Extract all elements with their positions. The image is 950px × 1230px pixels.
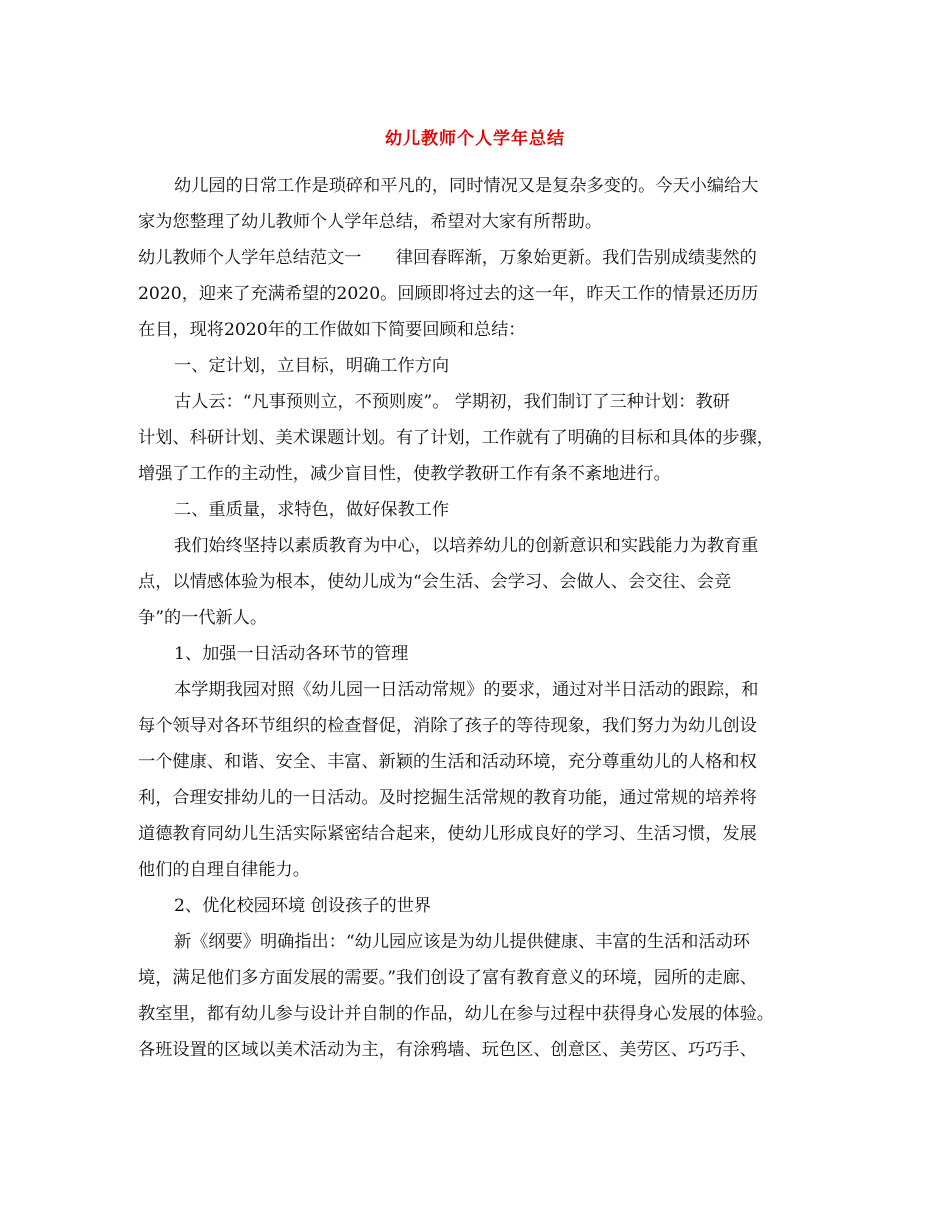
paragraph-line: 争”的一代新人。 bbox=[138, 608, 268, 628]
paragraph-line: 本学期我园对照《幼儿园一日活动常规》的要求，通过对半日活动的跟踪，和 bbox=[174, 680, 759, 700]
document-title: 幼儿教师个人学年总结 bbox=[385, 129, 565, 149]
paragraph-line: 我们始终坚持以素质教育为中心，以培养幼儿的创新意识和实践能力为教育重 bbox=[174, 536, 759, 556]
paragraph-line: 2、优化校园环境 创设孩子的世界 bbox=[174, 896, 432, 916]
document-body bbox=[138, 168, 818, 1068]
paragraph-line: 2020，迎来了充满希望的2020。回顾即将过去的这一年，昨天工作的情景还历历 bbox=[138, 284, 759, 304]
paragraph-line: 古人云：“凡事预则立，不预则废”。 学期初，我们制订了三种计划：教研 bbox=[174, 392, 730, 412]
paragraph-line: 增强了工作的主动性，减少盲目性，使教学教研工作有条不紊地进行。 bbox=[138, 464, 671, 484]
paragraph-line: 他们的自理自律能力。 bbox=[138, 860, 310, 880]
paragraph-line: 每个领导对各环节组织的检查督促，消除了孩子的等待现象，我们努力为幼儿创设 bbox=[138, 716, 757, 736]
paragraph-line: 各班设置的区域以美术活动为主，有涂鸦墙、玩色区、创意区、美劳区、巧巧手、 bbox=[138, 1040, 757, 1060]
paragraph-line: 1、加强一日活动各环节的管理 bbox=[174, 644, 409, 664]
paragraph-line: 新《纲要》明确指出：“幼儿园应该是为幼儿提供健康、丰富的生活和活动环 bbox=[174, 932, 750, 952]
paragraph-line: 计划、科研计划、美术课题计划。有了计划，工作就有了明确的目标和具体的步骤， bbox=[138, 428, 774, 448]
paragraph-line: 一、定计划，立目标，明确工作方向 bbox=[174, 356, 450, 376]
paragraph-line: 利，合理安排幼儿的一日活动。及时挖掘生活常规的教育功能，通过常规的培养将 bbox=[138, 788, 757, 808]
paragraph-line: 二、重质量，求特色，做好保教工作 bbox=[174, 500, 450, 520]
paragraph-line: 道德教育同幼儿生活实际紧密结合起来，使幼儿形成良好的学习、生活习惯，发展 bbox=[138, 824, 757, 844]
paragraph-line: 家为您整理了幼儿教师个人学年总结，希望对大家有所帮助。 bbox=[138, 212, 603, 232]
paragraph-line: 一个健康、和谐、安全、丰富、新颖的生活和活动环境，充分尊重幼儿的人格和权 bbox=[138, 752, 757, 772]
paragraph-line: 在目，现将2020年的工作做如下简要回顾和总结： bbox=[138, 320, 526, 340]
paragraph-line: 幼儿教师个人学年总结范文一 律回春晖渐，万象始更新。我们告别成绩斐然的 bbox=[138, 248, 757, 268]
paragraph-line: 境，满足他们多方面发展的需要。”我们创设了富有教育意义的环境，园所的走廊、 bbox=[138, 968, 757, 988]
paragraph-line: 点，以情感体验为根本，使幼儿成为“会生活、会学习、会做人、会交往、会竞 bbox=[138, 572, 732, 592]
paragraph-line: 教室里，都有幼儿参与设计并自制的作品，幼儿在参与过程中获得身心发展的体验。 bbox=[138, 1004, 774, 1024]
paragraph-line: 幼儿园的日常工作是琐碎和平凡的，同时情况又是复杂多变的。今天小编给大 bbox=[174, 176, 759, 196]
